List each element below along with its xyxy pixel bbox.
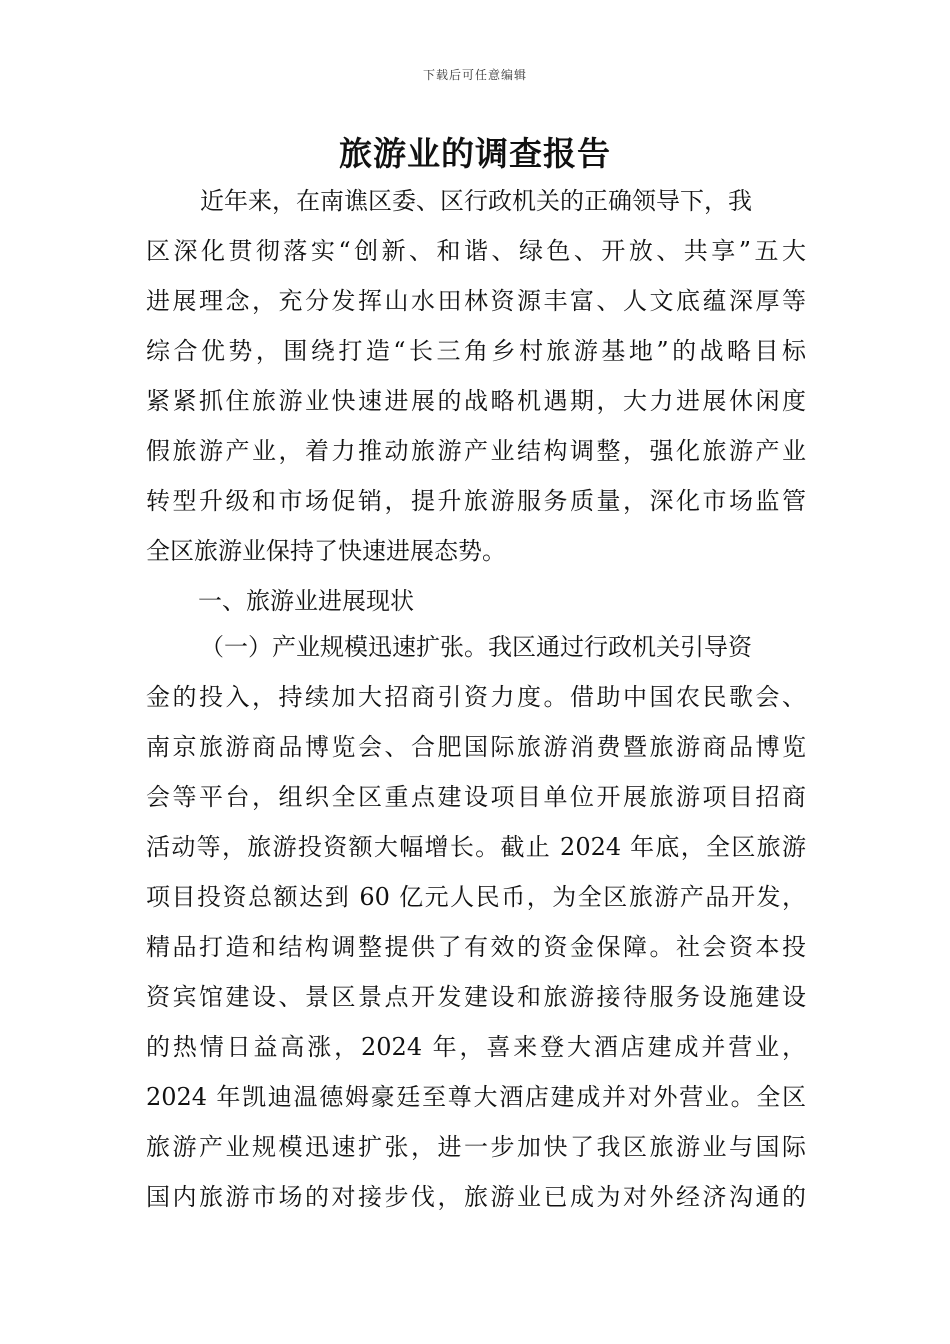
text-line: 精品打造和结构调整提供了有效的资金保障。社会资本投 [146, 933, 806, 961]
text-line: 的热情日益高涨，2024 年，喜来登大酒店建成并营业， [146, 1033, 806, 1061]
section-heading [146, 576, 806, 626]
text-line: 项目投资总额达到 60 亿元人民币，为全区旅游产品开发， [146, 883, 806, 911]
paragraph-intro [146, 176, 806, 576]
text-line: （一）产业规模迅速扩张。我区通过行政机关引导资 [200, 633, 752, 661]
text-line: 全区旅游业保持了快速进展态势。 [146, 537, 506, 565]
text-line: 假旅游产业，着力推动旅游产业结构调整，强化旅游产业 [146, 437, 806, 465]
text-line: 转型升级和市场促销，提升旅游服务质量，深化市场监管 [146, 487, 806, 515]
text-line: 进展理念，充分发挥山水田林资源丰富、人文底蕴深厚等 [146, 287, 806, 315]
text-line: 金的投入，持续加大招商引资力度。借助中国农民歌会、 [146, 683, 806, 711]
text-line: 资宾馆建设、景区景点开发建设和旅游接待服务设施建设 [146, 983, 806, 1011]
section-heading-text: 一、旅游业进展现状 [198, 587, 414, 615]
text-line: 2024 年凯迪温德姆豪廷至尊大酒店建成并对外营业。全区 [146, 1083, 806, 1111]
paragraph-industry-scale [146, 622, 806, 1222]
text-line: 国内旅游市场的对接步伐，旅游业已成为对外经济沟通的 [146, 1183, 806, 1211]
text-line: 旅游产业规模迅速扩张，进一步加快了我区旅游业与国际 [146, 1133, 806, 1161]
text-line: 活动等，旅游投资额大幅增长。截止 2024 年底，全区旅游 [146, 833, 806, 861]
text-line: 近年来，在南谯区委、区行政机关的正确领导下，我 [200, 187, 752, 215]
text-line: 南京旅游商品博览会、合肥国际旅游消费暨旅游商品博览 [146, 733, 806, 761]
text-line: 紧紧抓住旅游业快速进展的战略机遇期，大力进展休闲度 [146, 387, 806, 415]
text-line: 区深化贯彻落实“创新、和谐、绿色、开放、共享”五大 [146, 237, 806, 265]
text-line: 会等平台，组织全区重点建设项目单位开展旅游项目招商 [146, 783, 806, 811]
text-line: 综合优势，围绕打造“长三角乡村旅游基地”的战略目标 [146, 337, 806, 365]
document-title: 旅游业的调查报告 [339, 134, 611, 173]
page-header-note: 下载后可任意编辑 [422, 68, 527, 82]
